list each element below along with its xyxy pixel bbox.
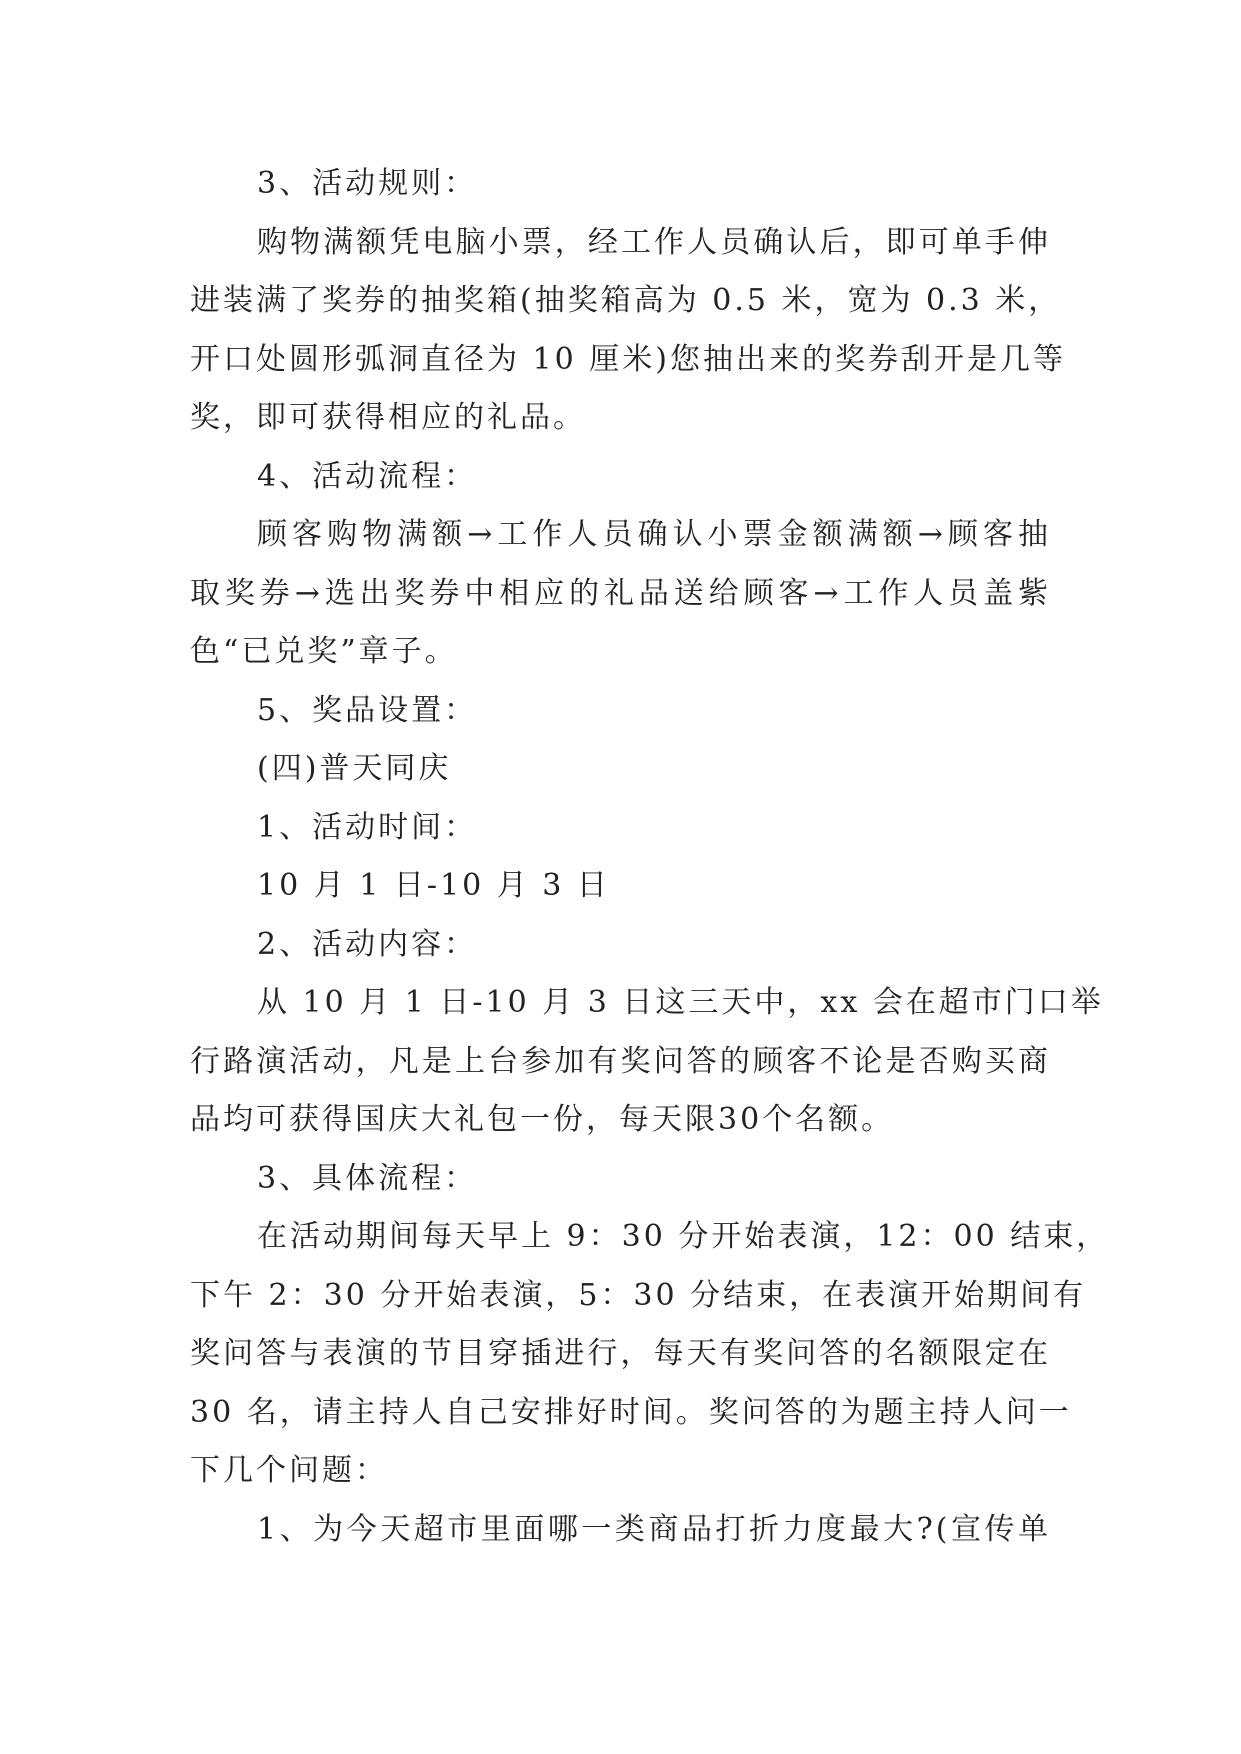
document-line: 从 10 月 1 日-10 月 3 日这三天中，xx 会在超市门口举 xyxy=(257,985,1104,1020)
document-line: 3、活动规则： xyxy=(257,166,478,201)
section-heading-time xyxy=(190,799,1051,858)
document-line: 在活动期间每天早上 9：30 分开始表演，12：00 结束， xyxy=(257,1219,1110,1254)
document-line: 品均可获得国庆大礼包一份，每天限30个名额。 xyxy=(190,1102,895,1137)
document-line: 10 月 1 日-10 月 3 日 xyxy=(257,868,610,903)
document-line: 奖，即可获得相应的礼品。 xyxy=(190,400,586,435)
paragraph-process xyxy=(190,506,1051,682)
document-line: 顾客购物满额→工作人员确认小票金额满额→顾客抽 xyxy=(257,517,1051,552)
section-heading-rules xyxy=(190,155,1051,214)
section-heading-detailed-process xyxy=(190,1150,1051,1209)
paragraph-time xyxy=(190,857,1051,916)
document-line: 2、活动内容： xyxy=(257,926,478,962)
document-line: 奖问答与表演的节目穿插进行，每天有奖问答的名额限定在 xyxy=(190,1336,1051,1371)
document-body xyxy=(190,155,1110,1559)
document-line: 行路演活动，凡是上台参加有奖问答的顾客不论是否购买商 xyxy=(190,1043,1051,1079)
question-item xyxy=(190,1501,1051,1560)
section-heading-content xyxy=(190,916,1051,975)
document-line: 1、活动时间： xyxy=(257,809,478,845)
document-line: 5、奖品设置： xyxy=(257,692,478,728)
document-line: 购物满额凭电脑小票，经工作人员确认后，即可单手伸 xyxy=(257,224,1051,260)
section-heading-prizes xyxy=(190,682,1051,741)
document-line: 下午 2：30 分开始表演，5：30 分结束，在表演开始期间有 xyxy=(190,1277,1087,1313)
document-line: 30 名，请主持人自己安排好时间。奖问答的为题主持人问一 xyxy=(190,1394,1072,1430)
document-line: 1、为今天超市里面哪一类商品打折力度最大?(宣传单 xyxy=(257,1511,1051,1547)
document-line: 开口处圆形弧洞直径为 10 厘米)您抽出来的奖券刮开是几等 xyxy=(190,341,1066,377)
document-line: 下几个问题： xyxy=(190,1453,388,1488)
section-heading-process xyxy=(190,448,1051,507)
paragraph-detailed-process xyxy=(190,1208,1110,1501)
document-line: 进装满了奖券的抽奖箱(抽奖箱高为 0.5 米，宽为 0.3 米， xyxy=(190,283,1062,318)
document-line: (四)普天同庆 xyxy=(257,751,452,786)
document-line: 色“已兑奖”章子。 xyxy=(190,634,458,669)
document-line: 4、活动流程： xyxy=(257,458,478,494)
paragraph-rules xyxy=(190,214,1066,448)
document-line: 取奖券→选出奖券中相应的礼品送给顾客→工作人员盖紫 xyxy=(190,575,1051,611)
document-line: 3、具体流程： xyxy=(257,1160,478,1196)
section-heading-celebration xyxy=(190,740,1051,799)
paragraph-content xyxy=(190,974,1104,1150)
